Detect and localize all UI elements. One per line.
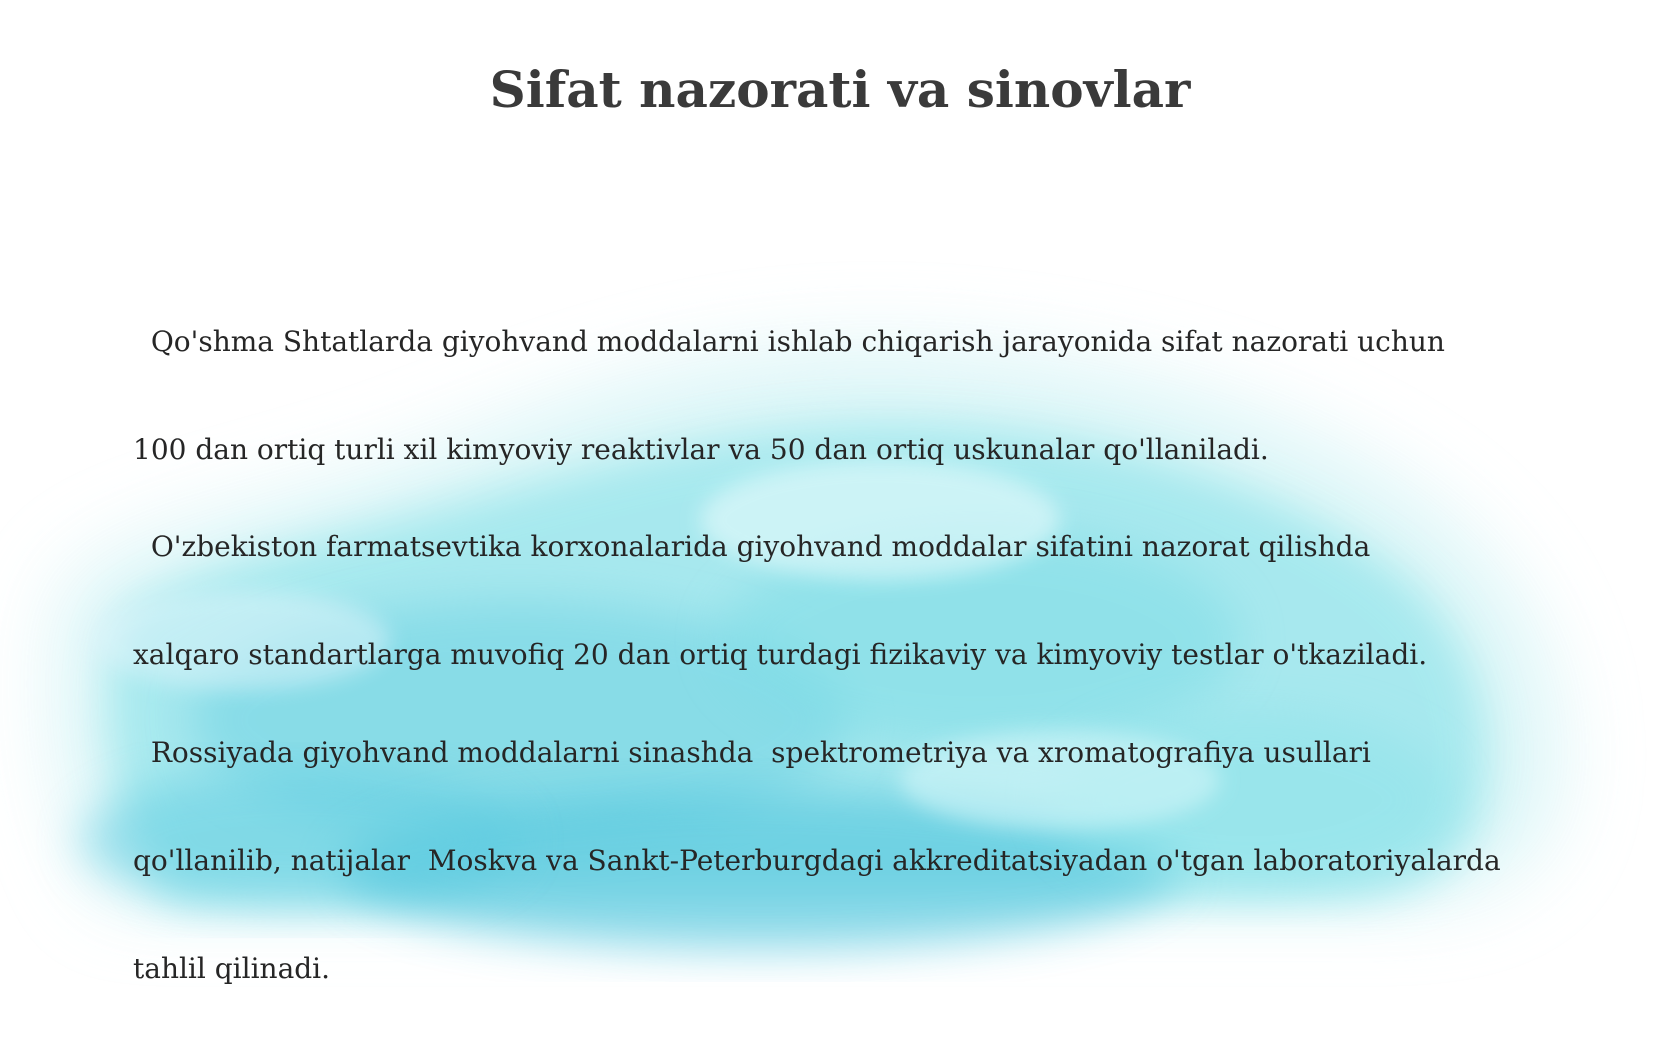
slide-title: Sifat nazorati va sinovlar [489, 60, 1191, 119]
paragraph-line: xalqaro standartlarga muvofiq 20 dan ortiq turdagi fizikaviy va kimyoviy testlar o'tkaziladi. [133, 638, 1428, 671]
paragraph-line: qo'llanilib, natijalar Moskva va Sankt-Peterburgdagi akkreditatsiyadan o'tgan laboratoriyalarda [133, 844, 1501, 877]
paragraph-line: Qo'shma Shtatlarda giyohvand moddalarni ishlab chiqarish jarayonida sifat nazorati uchun [133, 325, 1445, 358]
paragraph-line: tahlil qilinadi. [133, 952, 331, 985]
paragraph-line: Rossiyada giyohvand moddalarni sinashda spektrometriya va xromatografiya usullari [133, 736, 1371, 769]
paragraph-russia [133, 663, 1533, 1059]
paragraph-line: 100 dan ortiq turli xil kimyoviy reaktivlar va 50 dan ortiq uskunalar qo'llaniladi. [133, 433, 1269, 466]
paragraph-line: O'zbekiston farmatsevtika korxonalarida giyohvand moddalar sifatini nazorat qilishda [133, 530, 1371, 563]
